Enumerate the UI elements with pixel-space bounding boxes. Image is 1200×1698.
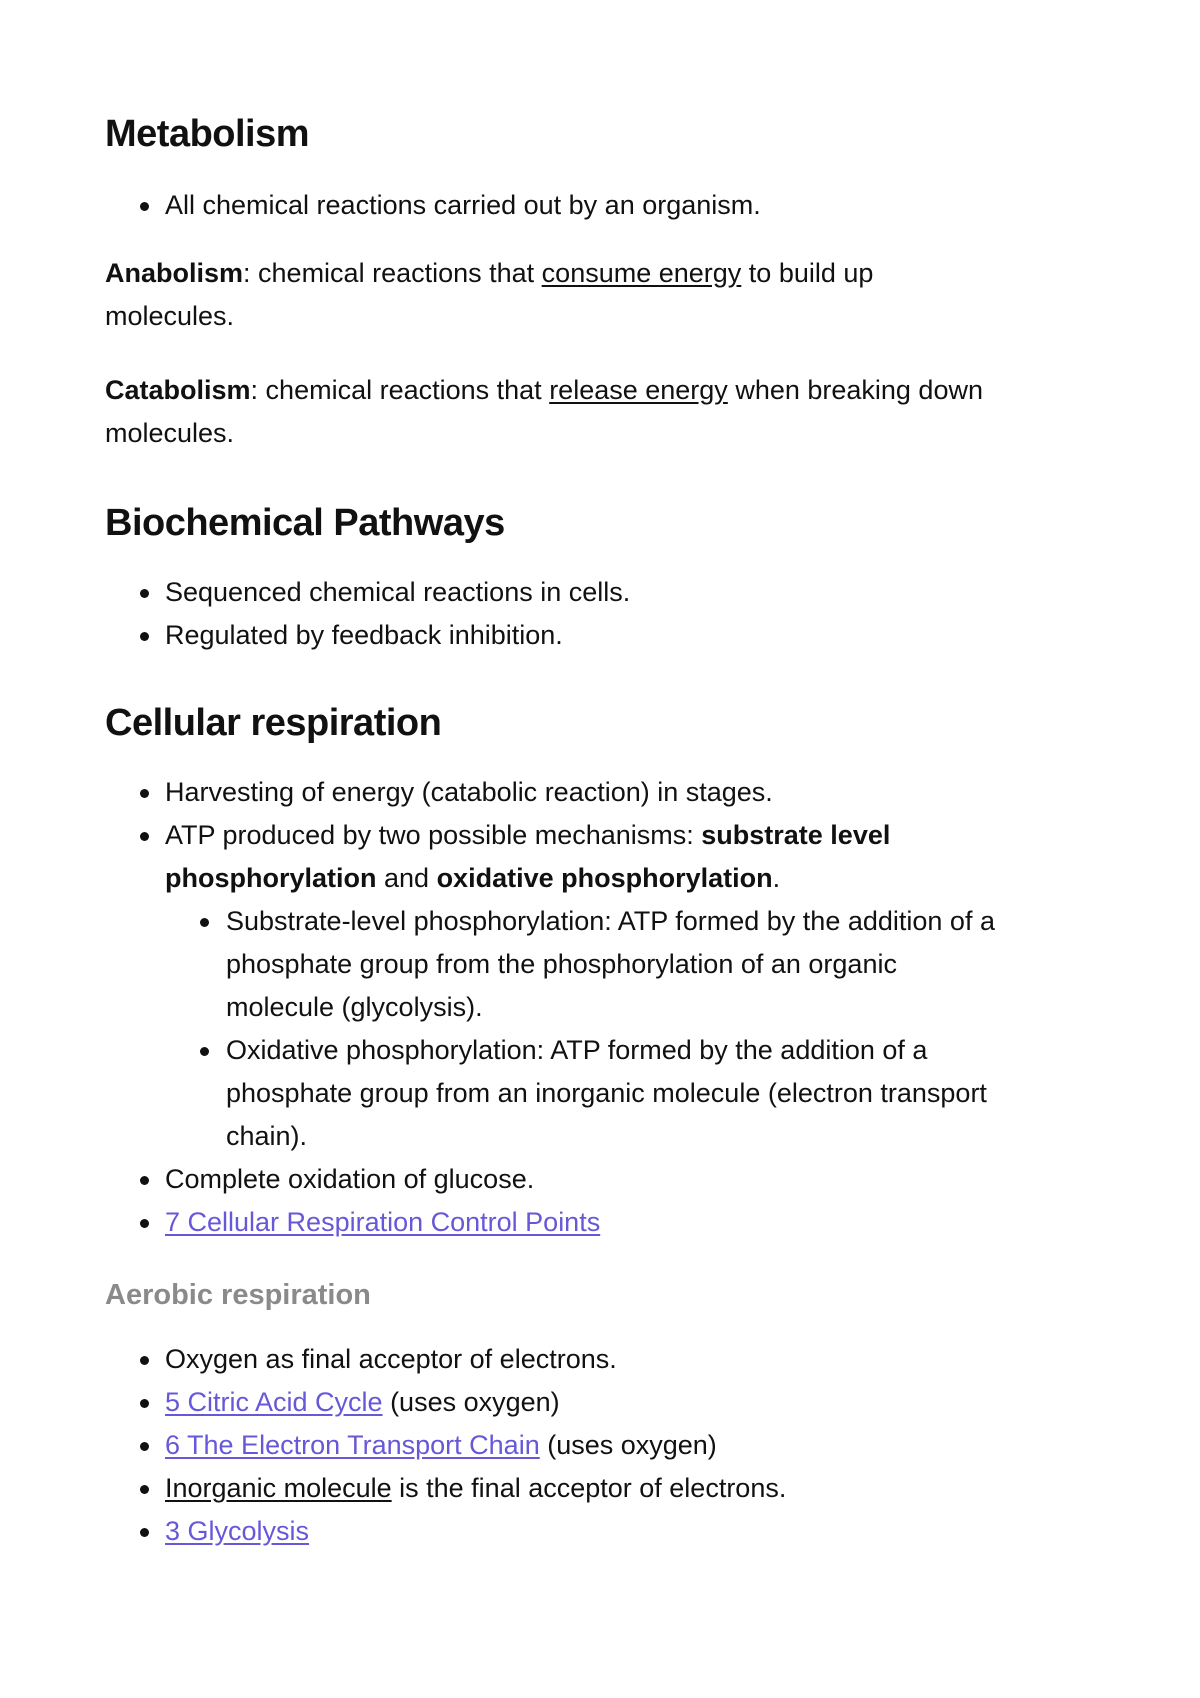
list-item: Inorganic molecule is the final acceptor of electrons. [105, 1467, 1095, 1510]
link-glycolysis[interactable]: 3 Glycolysis [165, 1516, 310, 1546]
inorganic-molecule-underline: Inorganic molecule [165, 1473, 392, 1503]
list-item: Oxygen as final acceptor of electrons. [105, 1338, 1095, 1381]
list-item [105, 1201, 1105, 1244]
aerobic-list [105, 1338, 1095, 1553]
consume-energy-underline: consume energy [541, 258, 742, 288]
metabolism-list [105, 184, 1095, 227]
respiration-list [105, 771, 1105, 1244]
list-item: Complete oxidation of glucose. [105, 1158, 1105, 1201]
list-item: Sequenced chemical reactions in cells. [105, 571, 1095, 614]
anabolism-term: Anabolism [105, 258, 244, 288]
list-item [105, 1510, 1095, 1553]
list-item: Oxidative phosphorylation: ATP formed by the addition of a phosphate group from an inorganic molecule (electron transport chain). [165, 1029, 1005, 1158]
list-item: ATP produced by two possible mechanisms: substrate level phosphorylation and oxidative phosphorylation. Substrate-level phosphorylation: ATP formed by the addition of a phosphate group from the phosphorylation of an organic molecule (glycolysis). Oxidative phosphorylation: ATP formed by the addition of a phosphate group from an inorganic molecule (electron transport chain). [105, 814, 1005, 1158]
list-item: Substrate-level phosphorylation: ATP formed by the addition of a phosphate group from the phosphorylation of an organic molecule (glycolysis). [165, 900, 1005, 1029]
pathways-list [105, 571, 1095, 657]
list-item: 5 Citric Acid Cycle (uses oxygen) [105, 1381, 1095, 1424]
list-item: Regulated by feedback inhibition. [105, 614, 1095, 657]
heading-metabolism: Metabolism [105, 113, 310, 155]
list-item: Harvesting of energy (catabolic reaction) in stages. [105, 771, 1105, 814]
link-control-points[interactable]: 7 Cellular Respiration Control Points [165, 1207, 601, 1237]
substrate-level-bold: substrate level phosphorylation [165, 820, 891, 893]
list-item: All chemical reactions carried out by an organism. [105, 184, 1095, 227]
heading-cellular-respiration: Cellular respiration [105, 702, 442, 744]
catabolism-term: Catabolism [105, 375, 251, 405]
release-energy-underline: release energy [549, 375, 728, 405]
catabolism-paragraph: Catabolism: chemical reactions that release energy when breaking down molecules. [105, 375, 983, 448]
link-electron-transport-chain[interactable]: 6 The Electron Transport Chain [165, 1430, 540, 1460]
mechanisms-sublist [165, 900, 1005, 1158]
oxidative-phosphorylation-bold: oxidative phosphorylation [436, 863, 773, 893]
link-citric-acid-cycle[interactable]: 5 Citric Acid Cycle [165, 1387, 383, 1417]
list-item: 6 The Electron Transport Chain (uses oxygen) [105, 1424, 1095, 1467]
heading-biochemical-pathways: Biochemical Pathways [105, 502, 505, 544]
heading-aerobic-respiration: Aerobic respiration [105, 1279, 371, 1311]
anabolism-paragraph: Anabolism: chemical reactions that consume energy to build up molecules. [105, 258, 874, 331]
